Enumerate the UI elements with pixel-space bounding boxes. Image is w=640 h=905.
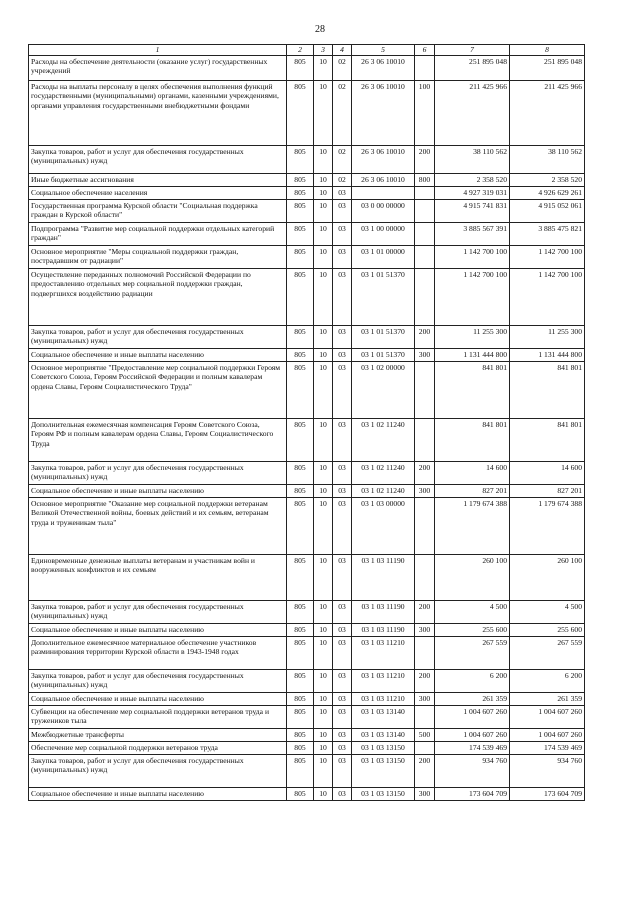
row-section-code-cell: 10 [314,624,333,637]
row-amount-1-cell: 211 425 966 [435,81,510,146]
row-name-cell: Дополнительное ежемесячное материальное обеспечение участников разминирования территории Курской области в 1943-1948 годах [29,637,287,670]
row-subsection-code-cell: 03 [333,788,352,801]
row-target-article-cell: 03 1 02 11240 [352,462,415,485]
row-name-cell: Основное мероприятие "Предоставление мер социальной поддержки Героям Советского Союза, Героям Российской Федерации и полным кавалерам ордена Славы, Героям Социалистического Труда" [29,362,287,419]
table-row [29,742,585,755]
row-amount-1-cell: 934 760 [435,755,510,788]
row-expense-type-cell: 300 [415,693,435,706]
row-name-cell: Закупка товаров, работ и услуг для обеспечения государственных (муниципальных) нужд [29,146,287,174]
table-row [29,187,585,200]
table-row [29,81,585,146]
row-subsection-code-cell: 03 [333,670,352,693]
row-amount-2-cell: 260 100 [510,555,585,601]
row-expense-type-cell [415,555,435,601]
table-row [29,637,585,670]
row-section-code-cell: 10 [314,200,333,223]
row-expense-type-cell [415,56,435,81]
row-expense-type-cell [415,187,435,200]
row-expense-type-cell [415,498,435,555]
row-name-cell: Социальное обеспечение и иные выплаты населению [29,788,287,801]
row-section-code-cell: 10 [314,555,333,601]
row-grbs-code-cell: 805 [287,349,314,362]
row-amount-2-cell: 255 600 [510,624,585,637]
row-name-cell: Иные бюджетные ассигнования [29,174,287,187]
row-grbs-code-cell: 805 [287,498,314,555]
row-name-cell: Дополнительная ежемесячная компенсация Героям Советского Союза, Героям РФ и полным кавалерам ордена Славы, Героям Социалистического Труда [29,419,287,462]
row-expense-type-cell: 300 [415,624,435,637]
row-amount-1-cell: 827 201 [435,485,510,498]
row-section-code-cell: 10 [314,187,333,200]
row-amount-2-cell: 1 179 674 388 [510,498,585,555]
row-grbs-code-cell: 805 [287,246,314,269]
row-target-article-cell: 03 1 01 51370 [352,326,415,349]
row-section-code-cell: 10 [314,693,333,706]
row-target-article-cell: 03 1 00 00000 [352,223,415,246]
row-grbs-code-cell: 805 [287,693,314,706]
table-row [29,555,585,601]
row-name-cell: Межбюджетные трансферты [29,729,287,742]
row-subsection-code-cell: 03 [333,498,352,555]
row-subsection-code-cell: 03 [333,419,352,462]
row-target-article-cell: 03 1 02 11240 [352,485,415,498]
table-row [29,788,585,801]
row-expense-type-cell: 300 [415,788,435,801]
row-amount-2-cell: 6 200 [510,670,585,693]
row-expense-type-cell: 200 [415,670,435,693]
row-amount-2-cell: 1 142 700 100 [510,246,585,269]
budget-table [28,44,585,801]
row-target-article-cell: 03 1 03 11190 [352,601,415,624]
row-expense-type-cell: 300 [415,349,435,362]
row-target-article-cell: 26 3 06 10010 [352,81,415,146]
row-section-code-cell: 10 [314,223,333,246]
row-amount-2-cell: 1 142 700 100 [510,269,585,326]
row-amount-1-cell: 38 110 562 [435,146,510,174]
row-expense-type-cell [415,706,435,729]
row-grbs-code-cell: 805 [287,146,314,174]
row-amount-2-cell: 4 915 052 061 [510,200,585,223]
row-target-article-cell: 03 1 03 13150 [352,742,415,755]
table-row [29,419,585,462]
row-subsection-code-cell: 03 [333,601,352,624]
row-amount-1-cell: 251 895 048 [435,56,510,81]
row-target-article-cell: 03 1 03 00000 [352,498,415,555]
row-subsection-code-cell: 03 [333,755,352,788]
row-expense-type-cell [415,362,435,419]
row-amount-2-cell: 841 801 [510,362,585,419]
row-target-article-cell: 03 1 03 11210 [352,693,415,706]
row-amount-1-cell: 2 358 520 [435,174,510,187]
row-amount-1-cell: 3 885 567 391 [435,223,510,246]
row-section-code-cell: 10 [314,349,333,362]
column-number-7: 7 [435,45,510,56]
row-amount-1-cell: 1 179 674 388 [435,498,510,555]
table-row [29,706,585,729]
table-row [29,326,585,349]
row-section-code-cell: 10 [314,706,333,729]
row-name-cell: Закупка товаров, работ и услуг для обеспечения государственных (муниципальных) нужд [29,326,287,349]
table-body [29,56,585,801]
row-subsection-code-cell: 03 [333,349,352,362]
row-subsection-code-cell: 03 [333,485,352,498]
row-name-cell: Основное мероприятие "Оказание мер социальной поддержки ветеранам Великой Отечественной войны, боевых действий и их семьям, ветеранам труда и труженикам тыла" [29,498,287,555]
row-amount-2-cell: 267 559 [510,637,585,670]
row-grbs-code-cell: 805 [287,670,314,693]
table-row [29,362,585,419]
row-subsection-code-cell: 02 [333,56,352,81]
row-name-cell: Закупка товаров, работ и услуг для обеспечения государственных (муниципальных) нужд [29,462,287,485]
row-section-code-cell: 10 [314,670,333,693]
row-subsection-code-cell: 02 [333,174,352,187]
row-expense-type-cell [415,200,435,223]
row-target-article-cell: 03 1 03 13150 [352,788,415,801]
row-amount-1-cell: 261 359 [435,693,510,706]
row-grbs-code-cell: 805 [287,56,314,81]
row-section-code-cell: 10 [314,485,333,498]
row-target-article-cell: 03 1 03 11210 [352,637,415,670]
row-amount-2-cell: 1 004 607 260 [510,729,585,742]
row-section-code-cell: 10 [314,146,333,174]
row-amount-1-cell: 1 131 444 800 [435,349,510,362]
row-amount-2-cell: 251 895 048 [510,56,585,81]
row-expense-type-cell [415,269,435,326]
row-amount-1-cell: 6 200 [435,670,510,693]
row-amount-2-cell: 1 131 444 800 [510,349,585,362]
row-expense-type-cell: 200 [415,326,435,349]
row-target-article-cell: 03 1 03 11190 [352,555,415,601]
row-target-article-cell: 03 1 03 13140 [352,729,415,742]
row-target-article-cell: 03 1 01 00000 [352,246,415,269]
row-target-article-cell: 03 1 01 51370 [352,349,415,362]
row-subsection-code-cell: 02 [333,81,352,146]
table-row [29,498,585,555]
row-subsection-code-cell: 03 [333,362,352,419]
row-grbs-code-cell: 805 [287,555,314,601]
table-row [29,246,585,269]
row-subsection-code-cell: 03 [333,555,352,601]
row-subsection-code-cell: 03 [333,200,352,223]
row-section-code-cell: 10 [314,326,333,349]
column-number-2: 2 [287,45,314,56]
row-target-article-cell [352,187,415,200]
row-section-code-cell: 10 [314,419,333,462]
row-subsection-code-cell: 03 [333,729,352,742]
row-target-article-cell: 03 0 00 00000 [352,200,415,223]
row-section-code-cell: 10 [314,742,333,755]
row-amount-1-cell: 1 142 700 100 [435,246,510,269]
row-grbs-code-cell: 805 [287,362,314,419]
row-amount-1-cell: 4 915 741 831 [435,200,510,223]
table-row [29,174,585,187]
row-name-cell: Расходы на обеспечение деятельности (оказание услуг) государственных учреждений [29,56,287,81]
row-target-article-cell: 26 3 06 10010 [352,56,415,81]
row-subsection-code-cell: 03 [333,693,352,706]
row-target-article-cell: 26 3 06 10010 [352,174,415,187]
row-grbs-code-cell: 805 [287,419,314,462]
row-section-code-cell: 10 [314,729,333,742]
row-amount-1-cell: 14 600 [435,462,510,485]
table-row [29,223,585,246]
row-amount-2-cell: 4 926 629 261 [510,187,585,200]
row-target-article-cell: 03 1 03 11190 [352,624,415,637]
row-grbs-code-cell: 805 [287,624,314,637]
row-section-code-cell: 10 [314,755,333,788]
row-section-code-cell: 10 [314,246,333,269]
table-row [29,269,585,326]
row-amount-2-cell: 841 801 [510,419,585,462]
table-row [29,729,585,742]
row-grbs-code-cell: 805 [287,462,314,485]
row-grbs-code-cell: 805 [287,601,314,624]
row-grbs-code-cell: 805 [287,755,314,788]
row-name-cell: Закупка товаров, работ и услуг для обеспечения государственных (муниципальных) нужд [29,755,287,788]
row-name-cell: Социальное обеспечение и иные выплаты населению [29,693,287,706]
row-amount-2-cell: 1 004 607 260 [510,706,585,729]
row-amount-2-cell: 173 604 709 [510,788,585,801]
row-grbs-code-cell: 805 [287,742,314,755]
row-grbs-code-cell: 805 [287,187,314,200]
row-section-code-cell: 10 [314,462,333,485]
row-amount-1-cell: 11 255 300 [435,326,510,349]
table-row [29,624,585,637]
row-section-code-cell: 10 [314,637,333,670]
row-section-code-cell: 10 [314,362,333,419]
row-subsection-code-cell: 03 [333,624,352,637]
row-grbs-code-cell: 805 [287,223,314,246]
row-amount-2-cell: 174 539 469 [510,742,585,755]
row-grbs-code-cell: 805 [287,485,314,498]
row-amount-1-cell: 174 539 469 [435,742,510,755]
table-row [29,56,585,81]
row-subsection-code-cell: 03 [333,742,352,755]
row-amount-1-cell: 173 604 709 [435,788,510,801]
row-target-article-cell: 03 1 01 51370 [352,269,415,326]
row-section-code-cell: 10 [314,269,333,326]
row-name-cell: Социальное обеспечение и иные выплаты населению [29,624,287,637]
row-name-cell: Обеспечение мер социальной поддержки ветеранов труда [29,742,287,755]
row-expense-type-cell: 200 [415,146,435,174]
row-name-cell: Закупка товаров, работ и услуг для обеспечения государственных (муниципальных) нужд [29,670,287,693]
row-target-article-cell: 03 1 03 13150 [352,755,415,788]
row-amount-1-cell: 260 100 [435,555,510,601]
row-amount-2-cell: 11 255 300 [510,326,585,349]
row-name-cell: Осуществление переданных полномочий Российской Федерации по предоставлению отдельных мер социальной поддержки граждан, подвергшихся воздействию радиации [29,269,287,326]
row-amount-2-cell: 38 110 562 [510,146,585,174]
row-expense-type-cell: 200 [415,462,435,485]
row-subsection-code-cell: 03 [333,706,352,729]
row-expense-type-cell: 300 [415,485,435,498]
row-amount-1-cell: 255 600 [435,624,510,637]
row-expense-type-cell: 500 [415,729,435,742]
table-row [29,485,585,498]
table-row [29,693,585,706]
row-name-cell: Единовременные денежные выплаты ветеранам и участникам войн и вооруженных конфликтов и их семьям [29,555,287,601]
table-row [29,200,585,223]
row-expense-type-cell: 200 [415,755,435,788]
row-section-code-cell: 10 [314,498,333,555]
row-subsection-code-cell: 03 [333,246,352,269]
row-amount-1-cell: 4 500 [435,601,510,624]
row-expense-type-cell [415,419,435,462]
row-expense-type-cell [415,637,435,670]
row-subsection-code-cell: 03 [333,187,352,200]
row-grbs-code-cell: 805 [287,637,314,670]
row-amount-2-cell: 211 425 966 [510,81,585,146]
row-section-code-cell: 10 [314,601,333,624]
column-number-4: 4 [333,45,352,56]
row-grbs-code-cell: 805 [287,326,314,349]
row-grbs-code-cell: 805 [287,174,314,187]
table-row [29,670,585,693]
page-number: 28 [315,24,325,35]
column-number-8: 8 [510,45,585,56]
row-amount-2-cell: 934 760 [510,755,585,788]
row-amount-1-cell: 1 004 607 260 [435,729,510,742]
row-section-code-cell: 10 [314,174,333,187]
row-target-article-cell: 03 1 02 00000 [352,362,415,419]
table-row [29,146,585,174]
row-expense-type-cell [415,742,435,755]
row-section-code-cell: 10 [314,81,333,146]
row-amount-1-cell: 4 927 319 031 [435,187,510,200]
table-header-row [29,45,585,56]
row-target-article-cell: 03 1 03 13140 [352,706,415,729]
row-name-cell: Социальное обеспечение населения [29,187,287,200]
row-name-cell: Расходы на выплаты персоналу в целях обеспечения выполнения функций государственными (муниципальными) органами, казенными учреждениями, органами управления государственными внебюджетными фондами [29,81,287,146]
row-amount-2-cell: 4 500 [510,601,585,624]
column-number-5: 5 [352,45,415,56]
row-target-article-cell: 26 3 06 10010 [352,146,415,174]
row-name-cell: Государственная программа Курской области "Социальная поддержка граждан в Курской области" [29,200,287,223]
row-amount-1-cell: 267 559 [435,637,510,670]
row-subsection-code-cell: 03 [333,637,352,670]
row-target-article-cell: 03 1 02 11240 [352,419,415,462]
row-subsection-code-cell: 03 [333,223,352,246]
column-number-6: 6 [415,45,435,56]
row-name-cell: Подпрограмма "Развитие мер социальной поддержки отдельных категорий граждан" [29,223,287,246]
row-amount-2-cell: 261 359 [510,693,585,706]
row-amount-1-cell: 1 004 607 260 [435,706,510,729]
row-amount-1-cell: 841 801 [435,362,510,419]
row-grbs-code-cell: 805 [287,269,314,326]
row-name-cell: Основное мероприятие "Меры социальной поддержки граждан, пострадавшим от радиации" [29,246,287,269]
table-row [29,601,585,624]
row-amount-2-cell: 2 358 520 [510,174,585,187]
table-row [29,755,585,788]
row-section-code-cell: 10 [314,56,333,81]
table-row [29,349,585,362]
row-expense-type-cell [415,223,435,246]
row-expense-type-cell: 100 [415,81,435,146]
row-name-cell: Социальное обеспечение и иные выплаты населению [29,349,287,362]
column-number-3: 3 [314,45,333,56]
row-amount-2-cell: 827 201 [510,485,585,498]
row-name-cell: Субвенции на обеспечение мер социальной поддержки ветеранов труда и тружеников тыла [29,706,287,729]
table-row [29,462,585,485]
row-expense-type-cell: 200 [415,601,435,624]
row-grbs-code-cell: 805 [287,81,314,146]
row-amount-1-cell: 1 142 700 100 [435,269,510,326]
row-subsection-code-cell: 03 [333,462,352,485]
row-subsection-code-cell: 03 [333,269,352,326]
row-subsection-code-cell: 02 [333,146,352,174]
row-amount-1-cell: 841 801 [435,419,510,462]
row-target-article-cell: 03 1 03 11210 [352,670,415,693]
column-number-1: 1 [29,45,287,56]
row-grbs-code-cell: 805 [287,200,314,223]
row-name-cell: Закупка товаров, работ и услуг для обеспечения государственных (муниципальных) нужд [29,601,287,624]
row-expense-type-cell [415,246,435,269]
row-grbs-code-cell: 805 [287,706,314,729]
row-grbs-code-cell: 805 [287,729,314,742]
row-name-cell: Социальное обеспечение и иные выплаты населению [29,485,287,498]
row-amount-2-cell: 14 600 [510,462,585,485]
row-expense-type-cell: 800 [415,174,435,187]
row-amount-2-cell: 3 885 475 821 [510,223,585,246]
row-subsection-code-cell: 03 [333,326,352,349]
row-section-code-cell: 10 [314,788,333,801]
row-grbs-code-cell: 805 [287,788,314,801]
